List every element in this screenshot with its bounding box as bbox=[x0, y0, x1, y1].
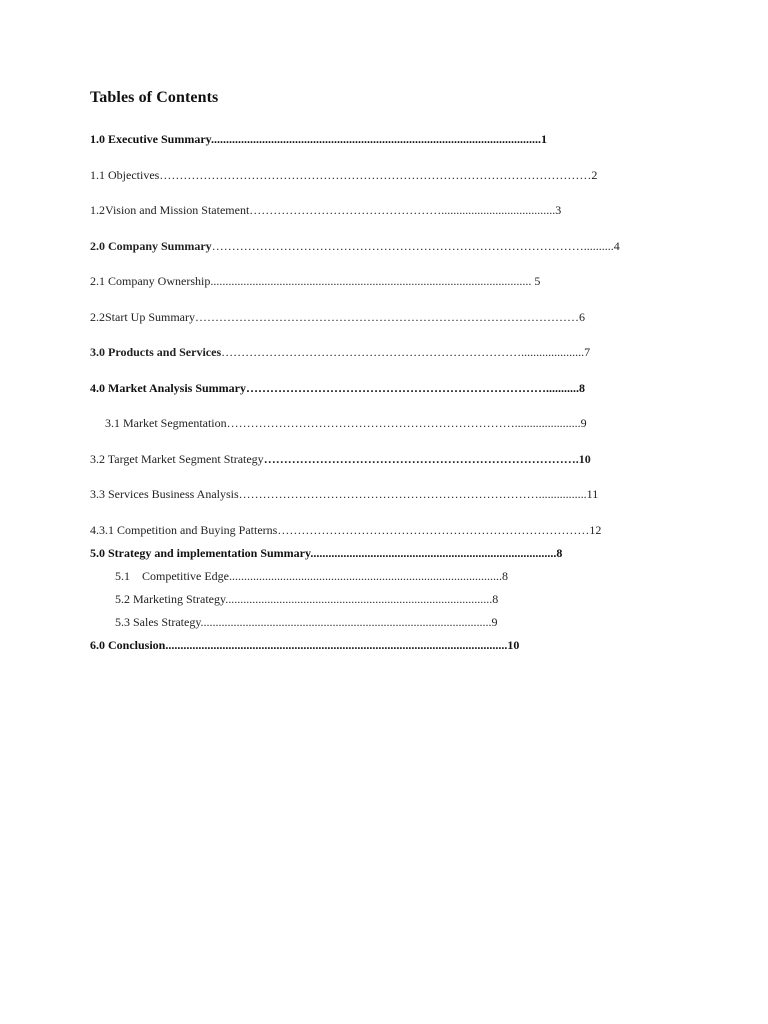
toc-title: Tables of Contents bbox=[90, 89, 219, 106]
toc-entry bbox=[90, 202, 561, 218]
toc-entry bbox=[90, 167, 597, 183]
toc-entry bbox=[90, 273, 540, 289]
toc-entry-label: 3.1 Market Segmentation bbox=[105, 416, 227, 430]
toc-entry-label: 1.2Vision and Mission Statement bbox=[90, 203, 250, 217]
toc-entry-label: 3.2 Target Market Segment Strategy bbox=[90, 452, 264, 466]
toc-entry-leader: ………………………………………………………………...................... bbox=[226, 416, 581, 430]
toc-entry-page: 5 bbox=[534, 274, 541, 288]
toc-entry-label: 6.0 Conclusion bbox=[90, 638, 166, 652]
toc-entry bbox=[90, 545, 562, 561]
toc-entry bbox=[90, 637, 519, 653]
toc-entry-page: 9 bbox=[580, 416, 587, 430]
toc-entry bbox=[90, 309, 585, 325]
toc-entry-label: 3.0 Products and Services bbox=[90, 345, 222, 359]
toc-entry bbox=[90, 522, 601, 538]
toc-entry-label: 2.0 Company Summary bbox=[90, 239, 212, 253]
toc-entry-page: 1 bbox=[541, 132, 547, 146]
toc-entry-label: 5.1 Competitive Edge bbox=[115, 569, 229, 583]
toc-entry-leader: …………………………………………………………………................ bbox=[238, 487, 587, 501]
toc-entry bbox=[90, 344, 590, 360]
toc-entry-leader: .................................................................................................................. bbox=[165, 638, 508, 652]
toc-entry-leader: ……………………………………………………………………………………………… bbox=[159, 168, 592, 182]
toc-entry-page: 4 bbox=[613, 239, 620, 253]
toc-entry-page: 2 bbox=[591, 168, 598, 182]
toc-entry-label: 2.1 Company Ownership bbox=[90, 274, 211, 288]
toc-entry-page: 12 bbox=[589, 523, 602, 537]
toc-entry-page: 6 bbox=[579, 310, 585, 324]
toc-entry-page: 11 bbox=[586, 487, 599, 501]
toc-entry-leader: .................................................................................. bbox=[310, 546, 557, 560]
toc-entry-label: 1.0 Executive Summary bbox=[90, 132, 211, 146]
toc-entry-leader: …………………………………………………………………..................... bbox=[221, 345, 585, 359]
toc-entry-label: 3.3 Services Business Analysis bbox=[90, 487, 239, 501]
toc-entry-page: 10 bbox=[578, 452, 591, 466]
toc-entry-label: 2.2Start Up Summary bbox=[90, 310, 195, 324]
toc-entry-leader: ........................................................................................................... bbox=[210, 274, 532, 288]
toc-entry-leader: ........................................................................................... bbox=[228, 569, 502, 583]
toc-entry-page: 8 bbox=[556, 546, 563, 560]
toc-entry bbox=[115, 614, 498, 630]
toc-entry-label: 1.1 Objectives bbox=[90, 168, 160, 182]
toc-entry-leader: ......................................................................................... bbox=[225, 592, 493, 606]
toc-entry-leader: …………………………………………………………………........... bbox=[246, 381, 579, 395]
toc-entry-leader: …………………………………………………………………… bbox=[277, 523, 590, 537]
toc-entry bbox=[90, 380, 585, 396]
toc-entry-label: 4.3.1 Competition and Buying Patterns bbox=[90, 523, 278, 537]
toc-entry bbox=[115, 568, 508, 584]
toc-entry-page: 3 bbox=[555, 203, 562, 217]
toc-entry-label: 4.0 Market Analysis Summary bbox=[90, 381, 246, 395]
toc-entry-leader: .............................................................................................................. bbox=[211, 132, 541, 146]
toc-entry-leader: ................................................................................................. bbox=[200, 615, 492, 629]
toc-entry-leader: …………………………………………...................................... bbox=[249, 203, 556, 217]
toc-entry-page: 10 bbox=[507, 638, 520, 652]
toc-entry-page: 7 bbox=[584, 345, 591, 359]
toc-entry bbox=[90, 131, 547, 147]
toc-entry-page: 9 bbox=[491, 615, 498, 629]
toc-entry bbox=[115, 591, 498, 607]
toc-entry bbox=[90, 486, 598, 502]
toc-entry-leader: ………………………………………………………………………………….......... bbox=[211, 239, 614, 253]
toc-entry-label: 5.0 Strategy and implementation Summary bbox=[90, 546, 311, 560]
toc-entry-page: 8 bbox=[501, 569, 508, 583]
toc-entry-label: 5.3 Sales Strategy bbox=[115, 615, 201, 629]
toc-entry-page: 8 bbox=[492, 592, 499, 606]
toc-entry bbox=[90, 451, 591, 467]
toc-entry-page: 8 bbox=[579, 381, 585, 395]
toc-entry bbox=[105, 415, 587, 431]
toc-entry-leader: …………………………………………………………………………………… bbox=[195, 310, 579, 324]
toc-entry bbox=[90, 238, 620, 254]
toc-entry-leader: ……………………………………………………………………. bbox=[263, 452, 579, 466]
toc-entry-label: 5.2 Marketing Strategy bbox=[115, 592, 226, 606]
